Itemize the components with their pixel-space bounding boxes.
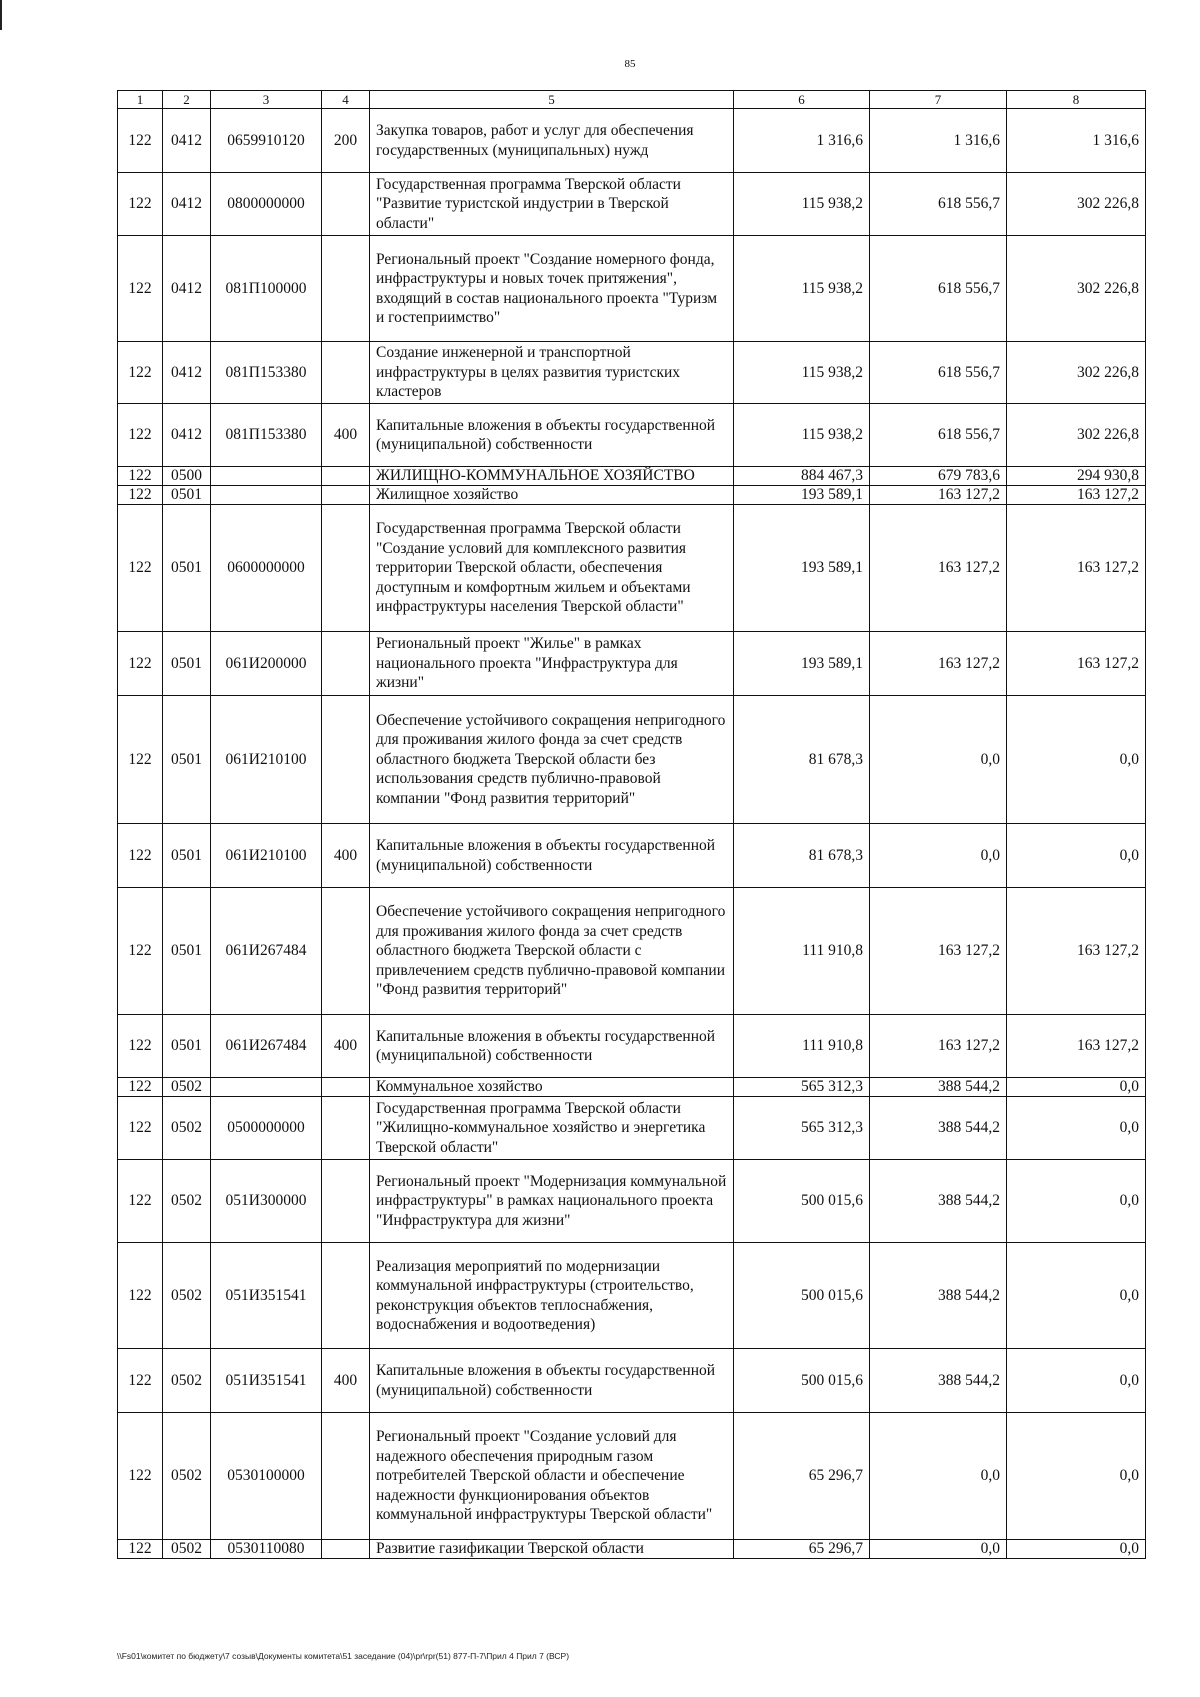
cell-section: 0501 bbox=[163, 486, 211, 505]
cell-amount-year3: 0,0 bbox=[1007, 1160, 1146, 1243]
cell-chapter: 122 bbox=[118, 1243, 163, 1349]
cell-section: 0500 bbox=[163, 467, 211, 486]
cell-amount-year2: 618 556,7 bbox=[870, 404, 1007, 467]
cell-section: 0412 bbox=[163, 342, 211, 404]
cell-expense-type: 400 bbox=[322, 1349, 370, 1413]
cell-target-article: 081П153380 bbox=[211, 404, 322, 467]
cell-description: Закупка товаров, работ и услуг для обеспечения государственных (муниципальных) нужд bbox=[370, 109, 734, 173]
cell-chapter: 122 bbox=[118, 632, 163, 696]
cell-description: Государственная программа Тверской области "Жилищно-коммунальное хозяйство и энергетика Тверской области" bbox=[370, 1097, 734, 1160]
cell-expense-type bbox=[322, 1097, 370, 1160]
cell-amount-year3: 163 127,2 bbox=[1007, 888, 1146, 1015]
cell-amount-year3: 0,0 bbox=[1007, 696, 1146, 824]
cell-target-article bbox=[211, 1078, 322, 1097]
table-row bbox=[118, 173, 1146, 236]
cell-section: 0501 bbox=[163, 888, 211, 1015]
cell-amount-year2: 0,0 bbox=[870, 1540, 1007, 1559]
cell-section: 0502 bbox=[163, 1413, 211, 1540]
cell-amount-year3: 0,0 bbox=[1007, 1243, 1146, 1349]
cell-expense-type bbox=[322, 696, 370, 824]
table-row bbox=[118, 505, 1146, 632]
cell-amount-year2: 163 127,2 bbox=[870, 486, 1007, 505]
cell-amount-year1: 111 910,8 bbox=[734, 1015, 870, 1078]
cell-amount-year2: 1 316,6 bbox=[870, 109, 1007, 173]
cell-section: 0502 bbox=[163, 1349, 211, 1413]
cell-target-article: 051И300000 bbox=[211, 1160, 322, 1243]
table-row bbox=[118, 236, 1146, 342]
page-number: 85 bbox=[624, 58, 636, 70]
cell-description: Капитальные вложения в объекты государственной (муниципальной) собственности bbox=[370, 404, 734, 467]
cell-amount-year1: 500 015,6 bbox=[734, 1160, 870, 1243]
cell-expense-type bbox=[322, 173, 370, 236]
cell-target-article: 081П153380 bbox=[211, 342, 322, 404]
cell-target-article: 0500000000 bbox=[211, 1097, 322, 1160]
cell-section: 0501 bbox=[163, 505, 211, 632]
cell-amount-year3: 0,0 bbox=[1007, 1078, 1146, 1097]
table-row bbox=[118, 1349, 1146, 1413]
cell-section: 0502 bbox=[163, 1160, 211, 1243]
cell-description: ЖИЛИЩНО-КОММУНАЛЬНОЕ ХОЗЯЙСТВО bbox=[370, 467, 734, 486]
cell-chapter: 122 bbox=[118, 888, 163, 1015]
cell-description: Коммунальное хозяйство bbox=[370, 1078, 734, 1097]
cell-expense-type bbox=[322, 1540, 370, 1559]
cell-target-article: 0530100000 bbox=[211, 1413, 322, 1540]
cell-expense-type bbox=[322, 1078, 370, 1097]
cell-section: 0501 bbox=[163, 1015, 211, 1078]
cell-amount-year2: 388 544,2 bbox=[870, 1078, 1007, 1097]
cell-amount-year3: 1 316,6 bbox=[1007, 109, 1146, 173]
cell-chapter: 122 bbox=[118, 486, 163, 505]
cell-amount-year3: 302 226,8 bbox=[1007, 404, 1146, 467]
cell-expense-type: 200 bbox=[322, 109, 370, 173]
scan-edge-line bbox=[0, 0, 2, 30]
cell-expense-type bbox=[322, 486, 370, 505]
column-header: 3 bbox=[211, 91, 322, 109]
cell-description: Региональный проект "Создание условий для надежного обеспечения природным газом потребителей Тверской области и обеспечение надежности функционирования объектов коммунальной инфраструктуры Тверской области" bbox=[370, 1413, 734, 1540]
cell-section: 0501 bbox=[163, 696, 211, 824]
cell-chapter: 122 bbox=[118, 1540, 163, 1559]
table-row bbox=[118, 632, 1146, 696]
column-header: 5 bbox=[370, 91, 734, 109]
cell-amount-year2: 618 556,7 bbox=[870, 236, 1007, 342]
cell-amount-year3: 302 226,8 bbox=[1007, 342, 1146, 404]
cell-expense-type bbox=[322, 1243, 370, 1349]
table-body bbox=[118, 109, 1146, 1559]
cell-description: Региональный проект "Создание номерного фонда, инфраструктуры и новых точек притяжения", входящий в состав национального проекта "Туризм и гостеприимство" bbox=[370, 236, 734, 342]
cell-amount-year1: 1 316,6 bbox=[734, 109, 870, 173]
cell-amount-year2: 0,0 bbox=[870, 1413, 1007, 1540]
cell-expense-type bbox=[322, 342, 370, 404]
table-row bbox=[118, 1160, 1146, 1243]
cell-chapter: 122 bbox=[118, 404, 163, 467]
cell-target-article: 061И200000 bbox=[211, 632, 322, 696]
cell-amount-year3: 163 127,2 bbox=[1007, 632, 1146, 696]
cell-target-article: 061И210100 bbox=[211, 824, 322, 888]
cell-section: 0501 bbox=[163, 632, 211, 696]
cell-description: Обеспечение устойчивого сокращения непригодного для проживания жилого фонда за счет средств областного бюджета Тверской области с привлечением средств публично-правовой компании "Фонд развития территорий" bbox=[370, 888, 734, 1015]
cell-amount-year1: 565 312,3 bbox=[734, 1078, 870, 1097]
cell-target-article: 0659910120 bbox=[211, 109, 322, 173]
cell-expense-type bbox=[322, 1160, 370, 1243]
cell-target-article: 0800000000 bbox=[211, 173, 322, 236]
cell-description: Создание инженерной и транспортной инфраструктуры в целях развития туристских кластеров bbox=[370, 342, 734, 404]
cell-chapter: 122 bbox=[118, 1160, 163, 1243]
cell-chapter: 122 bbox=[118, 467, 163, 486]
cell-target-article bbox=[211, 467, 322, 486]
table-row bbox=[118, 109, 1146, 173]
column-header: 2 bbox=[163, 91, 211, 109]
cell-amount-year2: 618 556,7 bbox=[870, 342, 1007, 404]
cell-amount-year3: 302 226,8 bbox=[1007, 173, 1146, 236]
cell-target-article: 081П100000 bbox=[211, 236, 322, 342]
cell-amount-year1: 565 312,3 bbox=[734, 1097, 870, 1160]
cell-target-article: 0600000000 bbox=[211, 505, 322, 632]
table-row bbox=[118, 404, 1146, 467]
cell-target-article: 061И210100 bbox=[211, 696, 322, 824]
cell-section: 0412 bbox=[163, 404, 211, 467]
cell-expense-type bbox=[322, 888, 370, 1015]
cell-description: Государственная программа Тверской области "Создание условий для комплексного развития территории Тверской области, обеспечения доступным и комфортным жильем и объектами инфраструктуры населения Тверской области" bbox=[370, 505, 734, 632]
column-header: 4 bbox=[322, 91, 370, 109]
cell-description: Развитие газификации Тверской области bbox=[370, 1540, 734, 1559]
cell-section: 0412 bbox=[163, 109, 211, 173]
cell-expense-type bbox=[322, 1413, 370, 1540]
table-row bbox=[118, 486, 1146, 505]
cell-amount-year1: 81 678,3 bbox=[734, 824, 870, 888]
cell-amount-year2: 163 127,2 bbox=[870, 505, 1007, 632]
cell-amount-year3: 163 127,2 bbox=[1007, 505, 1146, 632]
cell-chapter: 122 bbox=[118, 342, 163, 404]
cell-amount-year2: 163 127,2 bbox=[870, 888, 1007, 1015]
cell-target-article: 061И267484 bbox=[211, 1015, 322, 1078]
table-row bbox=[118, 1097, 1146, 1160]
cell-section: 0412 bbox=[163, 236, 211, 342]
cell-amount-year1: 65 296,7 bbox=[734, 1540, 870, 1559]
cell-chapter: 122 bbox=[118, 109, 163, 173]
cell-chapter: 122 bbox=[118, 1349, 163, 1413]
cell-expense-type bbox=[322, 236, 370, 342]
cell-amount-year1: 81 678,3 bbox=[734, 696, 870, 824]
cell-amount-year2: 388 544,2 bbox=[870, 1243, 1007, 1349]
column-header: 7 bbox=[870, 91, 1007, 109]
cell-description: Жилищное хозяйство bbox=[370, 486, 734, 505]
cell-amount-year2: 163 127,2 bbox=[870, 1015, 1007, 1078]
table-row bbox=[118, 888, 1146, 1015]
cell-chapter: 122 bbox=[118, 696, 163, 824]
cell-amount-year3: 302 226,8 bbox=[1007, 236, 1146, 342]
cell-amount-year1: 65 296,7 bbox=[734, 1413, 870, 1540]
table-row bbox=[118, 696, 1146, 824]
cell-section: 0501 bbox=[163, 824, 211, 888]
cell-amount-year2: 388 544,2 bbox=[870, 1349, 1007, 1413]
cell-description: Капитальные вложения в объекты государственной (муниципальной) собственности bbox=[370, 1349, 734, 1413]
cell-description: Обеспечение устойчивого сокращения непригодного для проживания жилого фонда за счет средств областного бюджета Тверской области без использования средств публично-правовой компании "Фонд развития территорий" bbox=[370, 696, 734, 824]
cell-amount-year1: 500 015,6 bbox=[734, 1349, 870, 1413]
cell-target-article bbox=[211, 486, 322, 505]
cell-amount-year1: 115 938,2 bbox=[734, 173, 870, 236]
cell-amount-year2: 163 127,2 bbox=[870, 632, 1007, 696]
table-row bbox=[118, 1540, 1146, 1559]
cell-chapter: 122 bbox=[118, 1078, 163, 1097]
cell-amount-year2: 388 544,2 bbox=[870, 1160, 1007, 1243]
cell-chapter: 122 bbox=[118, 1413, 163, 1540]
cell-amount-year3: 0,0 bbox=[1007, 1413, 1146, 1540]
table-row bbox=[118, 1078, 1146, 1097]
table-row bbox=[118, 1015, 1146, 1078]
cell-description: Капитальные вложения в объекты государственной (муниципальной) собственности bbox=[370, 824, 734, 888]
cell-description: Капитальные вложения в объекты государственной (муниципальной) собственности bbox=[370, 1015, 734, 1078]
cell-amount-year2: 679 783,6 bbox=[870, 467, 1007, 486]
cell-chapter: 122 bbox=[118, 505, 163, 632]
cell-amount-year2: 618 556,7 bbox=[870, 173, 1007, 236]
column-header: 8 bbox=[1007, 91, 1146, 109]
cell-amount-year1: 111 910,8 bbox=[734, 888, 870, 1015]
cell-expense-type bbox=[322, 505, 370, 632]
cell-expense-type bbox=[322, 467, 370, 486]
column-header: 1 bbox=[118, 91, 163, 109]
budget-table bbox=[117, 90, 1146, 1559]
cell-target-article: 051И351541 bbox=[211, 1243, 322, 1349]
cell-section: 0502 bbox=[163, 1540, 211, 1559]
cell-expense-type bbox=[322, 632, 370, 696]
table-header-row bbox=[118, 91, 1146, 109]
cell-amount-year3: 163 127,2 bbox=[1007, 1015, 1146, 1078]
cell-description: Региональный проект "Модернизация коммунальной инфраструктуры" в рамках национального проекта "Инфраструктура для жизни" bbox=[370, 1160, 734, 1243]
cell-description: Региональный проект "Жилье" в рамках национального проекта "Инфраструктура для жизни" bbox=[370, 632, 734, 696]
cell-amount-year1: 115 938,2 bbox=[734, 404, 870, 467]
table-row bbox=[118, 467, 1146, 486]
cell-amount-year3: 0,0 bbox=[1007, 1097, 1146, 1160]
cell-section: 0502 bbox=[163, 1078, 211, 1097]
cell-amount-year3: 163 127,2 bbox=[1007, 486, 1146, 505]
column-header: 6 bbox=[734, 91, 870, 109]
table-row bbox=[118, 342, 1146, 404]
table-row bbox=[118, 824, 1146, 888]
cell-expense-type: 400 bbox=[322, 824, 370, 888]
cell-amount-year3: 0,0 bbox=[1007, 1349, 1146, 1413]
cell-amount-year1: 115 938,2 bbox=[734, 236, 870, 342]
cell-section: 0412 bbox=[163, 173, 211, 236]
cell-chapter: 122 bbox=[118, 1015, 163, 1078]
cell-amount-year2: 0,0 bbox=[870, 696, 1007, 824]
cell-target-article: 0530110080 bbox=[211, 1540, 322, 1559]
footer-file-path: \\Fs01\комитет по бюджету\7 созыв\Документы комитета\51 заседание (04)\pr\rpr(51) 877-П-7\Прил 4 Прил 7 (ВСР) bbox=[117, 1651, 570, 1661]
cell-chapter: 122 bbox=[118, 173, 163, 236]
cell-section: 0502 bbox=[163, 1097, 211, 1160]
table-row bbox=[118, 1243, 1146, 1349]
cell-section: 0502 bbox=[163, 1243, 211, 1349]
cell-description: Реализация мероприятий по модернизации коммунальной инфраструктуры (строительство, реконструкция объектов теплоснабжения, водоснабжения и водоотведения) bbox=[370, 1243, 734, 1349]
cell-chapter: 122 bbox=[118, 824, 163, 888]
cell-target-article: 051И351541 bbox=[211, 1349, 322, 1413]
cell-chapter: 122 bbox=[118, 1097, 163, 1160]
cell-amount-year3: 294 930,8 bbox=[1007, 467, 1146, 486]
cell-expense-type: 400 bbox=[322, 404, 370, 467]
cell-amount-year3: 0,0 bbox=[1007, 824, 1146, 888]
cell-amount-year1: 115 938,2 bbox=[734, 342, 870, 404]
cell-amount-year2: 388 544,2 bbox=[870, 1097, 1007, 1160]
cell-amount-year2: 0,0 bbox=[870, 824, 1007, 888]
cell-chapter: 122 bbox=[118, 236, 163, 342]
cell-amount-year1: 193 589,1 bbox=[734, 632, 870, 696]
cell-amount-year1: 193 589,1 bbox=[734, 505, 870, 632]
cell-amount-year3: 0,0 bbox=[1007, 1540, 1146, 1559]
cell-amount-year1: 193 589,1 bbox=[734, 486, 870, 505]
cell-amount-year1: 500 015,6 bbox=[734, 1243, 870, 1349]
cell-description: Государственная программа Тверской области "Развитие туристской индустрии в Тверской области" bbox=[370, 173, 734, 236]
cell-expense-type: 400 bbox=[322, 1015, 370, 1078]
cell-amount-year1: 884 467,3 bbox=[734, 467, 870, 486]
cell-target-article: 061И267484 bbox=[211, 888, 322, 1015]
table-row bbox=[118, 1413, 1146, 1540]
